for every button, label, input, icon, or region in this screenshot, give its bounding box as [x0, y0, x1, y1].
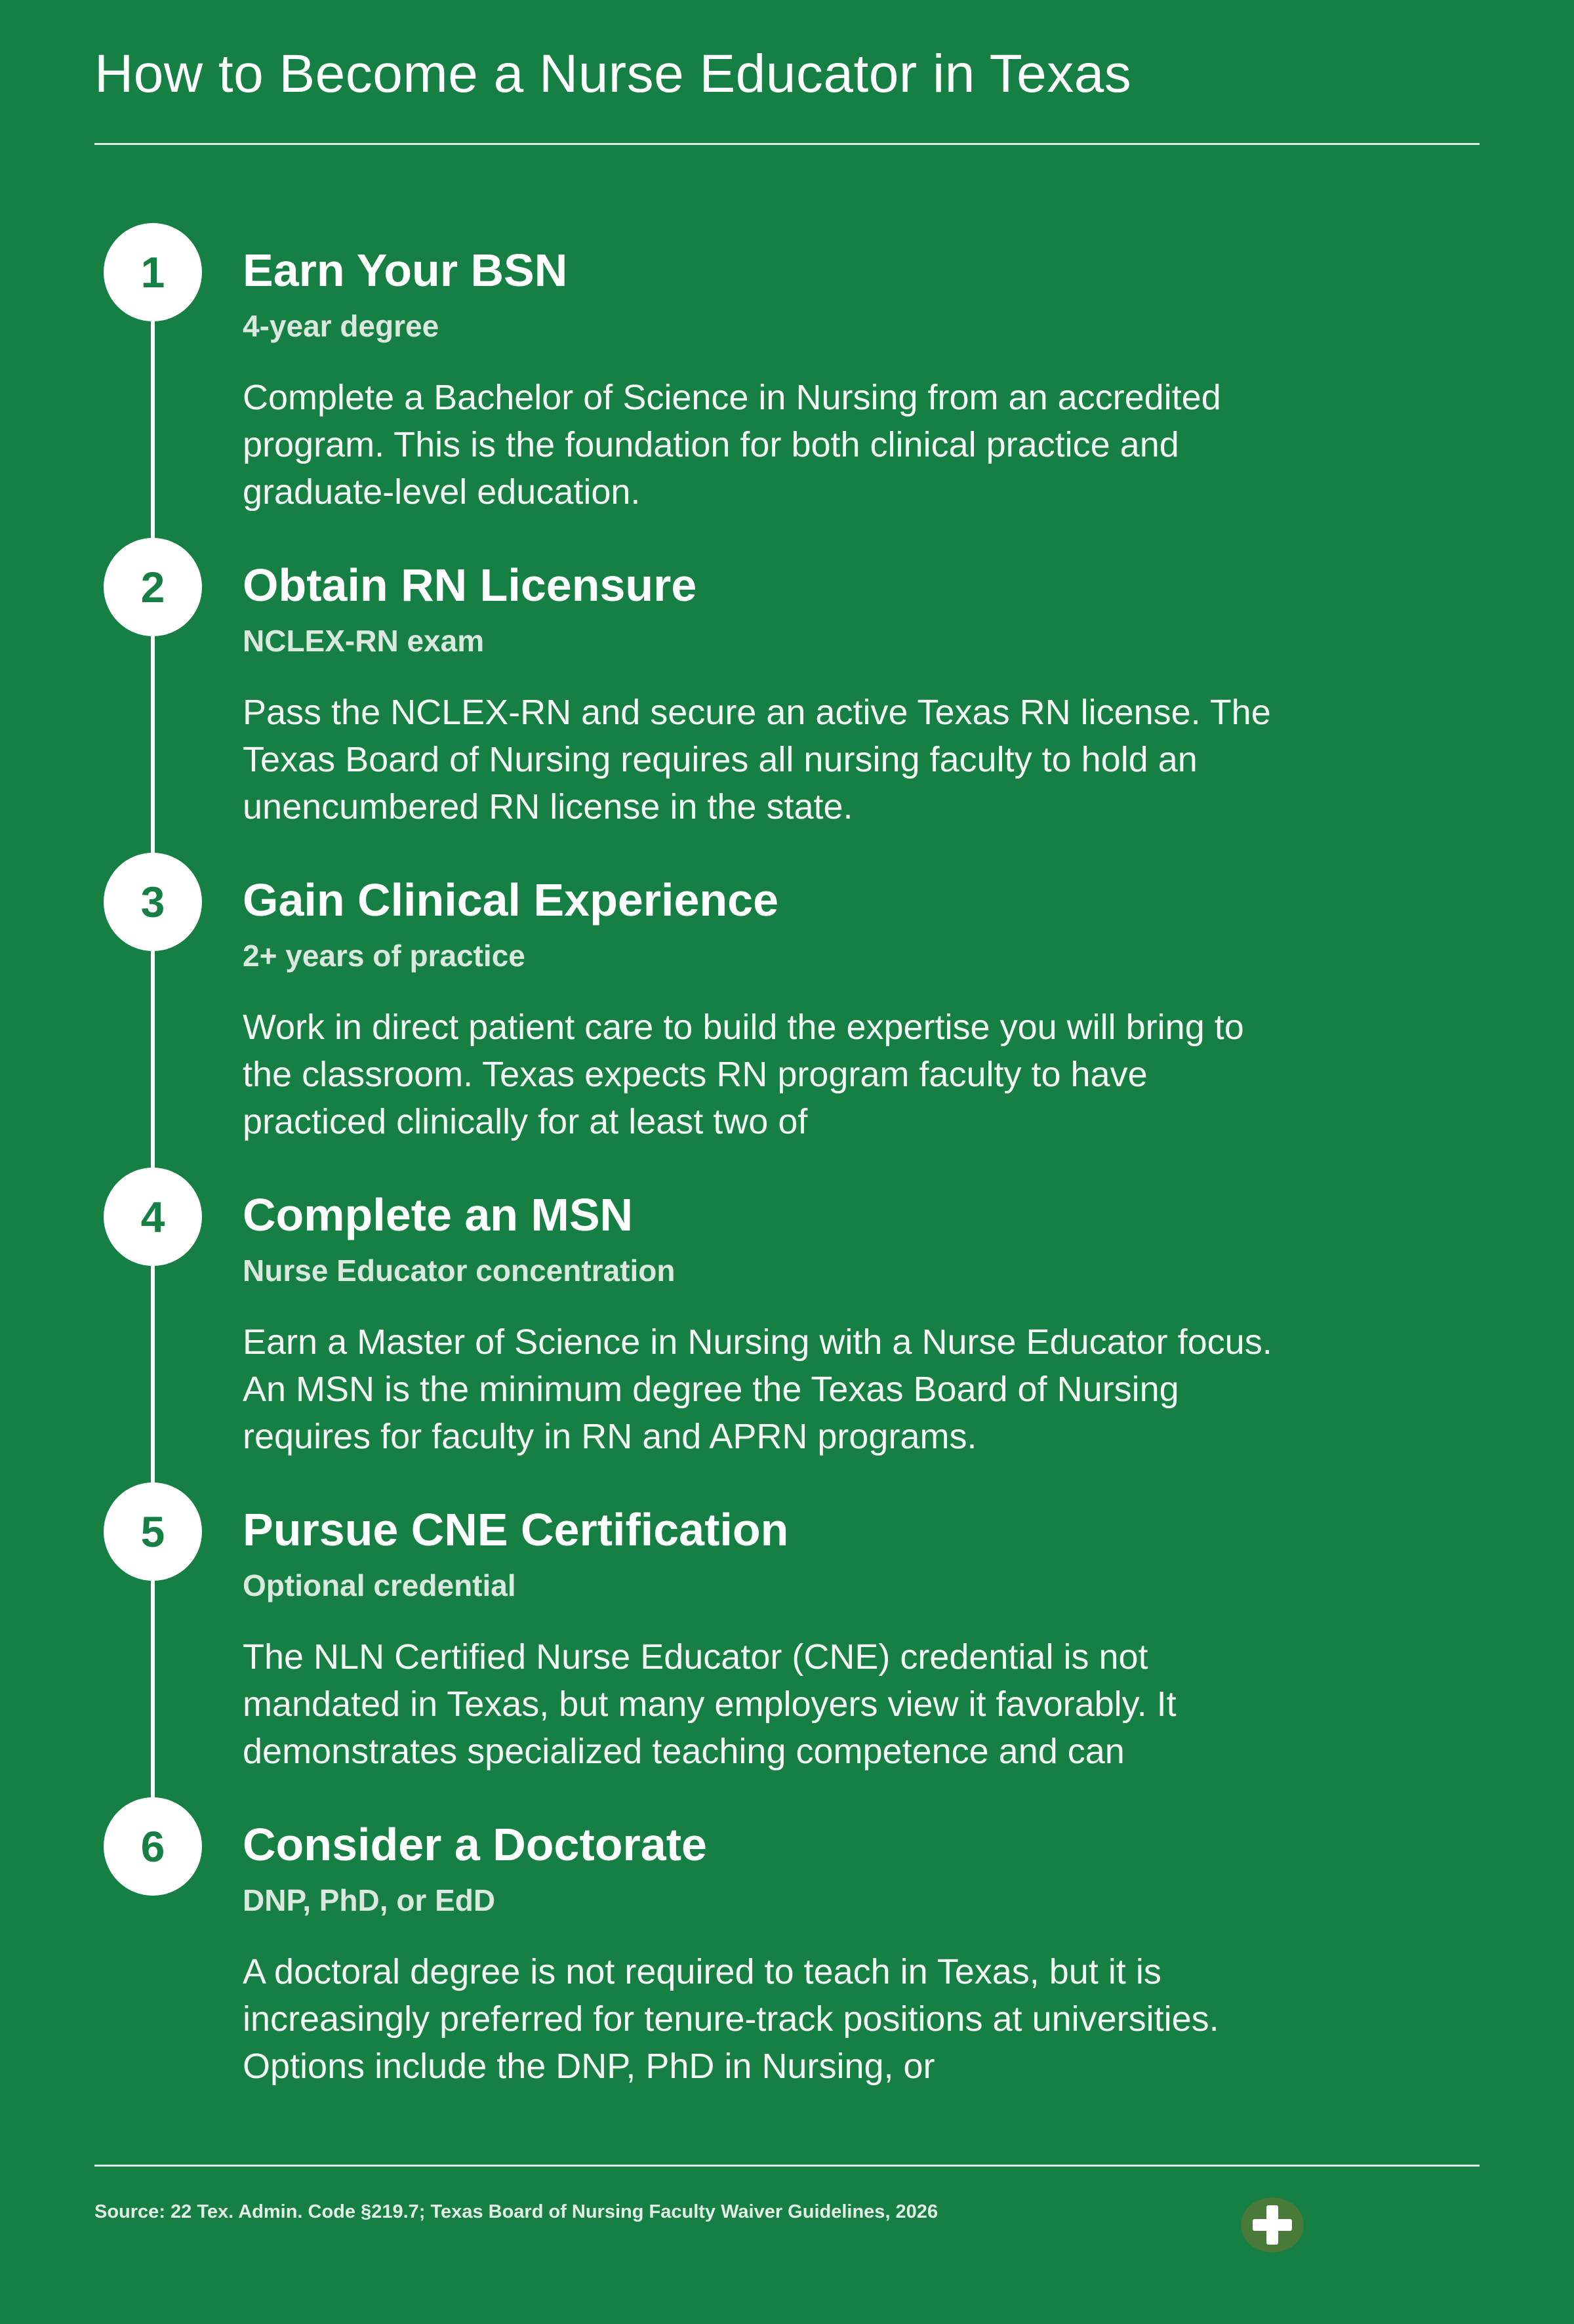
step-subtitle: Nurse Educator concentration [243, 1254, 676, 1288]
step-description: Work in direct patient care to build the expertise you will bring to the classroom. Texas expects RN program faculty to have practiced clinically for at least two of [243, 1008, 1244, 1141]
step-title: Pursue CNE Certification [243, 1504, 789, 1555]
title-divider [94, 143, 1480, 145]
step-6 [0, 1797, 1574, 2112]
step-number-badge: 1 [104, 223, 202, 321]
step-title: Consider a Doctorate [243, 1819, 707, 1870]
source-citation: Source: 22 Tex. Admin. Code §219.7; Texas Board of Nursing Faculty Waiver Guidelines, 2026 [94, 2201, 938, 2222]
step-subtitle: 2+ years of practice [243, 939, 525, 973]
step-subtitle: NCLEX-RN exam [243, 624, 485, 658]
step-number-badge: 5 [104, 1482, 202, 1581]
step-4 [0, 1168, 1574, 1482]
footer-divider [94, 2165, 1480, 2167]
step-1 [0, 223, 1574, 538]
step-2 [0, 538, 1574, 853]
step-subtitle: Optional credential [243, 1568, 516, 1602]
step-description: Earn a Master of Science in Nursing with a Nurse Educator focus. An MSN is the minimum degree the Texas Board of Nursing requires for faculty in RN and APRN programs. [243, 1322, 1272, 1456]
step-title: Earn Your BSN [243, 245, 568, 296]
step-number-badge: 3 [104, 853, 202, 951]
page-title: How to Become a Nurse Educator in Texas [94, 44, 1132, 104]
step-description: Pass the NCLEX-RN and secure an active Texas RN license. The Texas Board of Nursing requires all nursing faculty to hold an unencumbered RN license in the state. [243, 693, 1271, 826]
step-description: A doctoral degree is not required to teach in Texas, but it is increasingly preferred for tenure-track positions at universities. Options include the DNP, PhD in Nursing, or [243, 1952, 1219, 2086]
step-title: Complete an MSN [243, 1189, 634, 1240]
step-5 [0, 1482, 1574, 1797]
medical-cross-icon [1241, 2197, 1304, 2253]
step-3 [0, 853, 1574, 1168]
step-title: Gain Clinical Experience [243, 874, 778, 926]
step-subtitle: DNP, PhD, or EdD [243, 1883, 496, 1917]
step-description: The NLN Certified Nurse Educator (CNE) credential is not mandated in Texas, but many employers view it favorably. It demonstrates specialized teaching competence and can [243, 1637, 1177, 1771]
step-subtitle: 4-year degree [243, 309, 439, 343]
step-description: Complete a Bachelor of Science in Nursing from an accredited program. This is the foundation for both clinical practice and graduate-level education. [243, 378, 1221, 512]
step-title: Obtain RN Licensure [243, 560, 697, 611]
step-number-badge: 2 [104, 538, 202, 636]
step-number-badge: 6 [104, 1797, 202, 1896]
step-number-badge: 4 [104, 1168, 202, 1266]
